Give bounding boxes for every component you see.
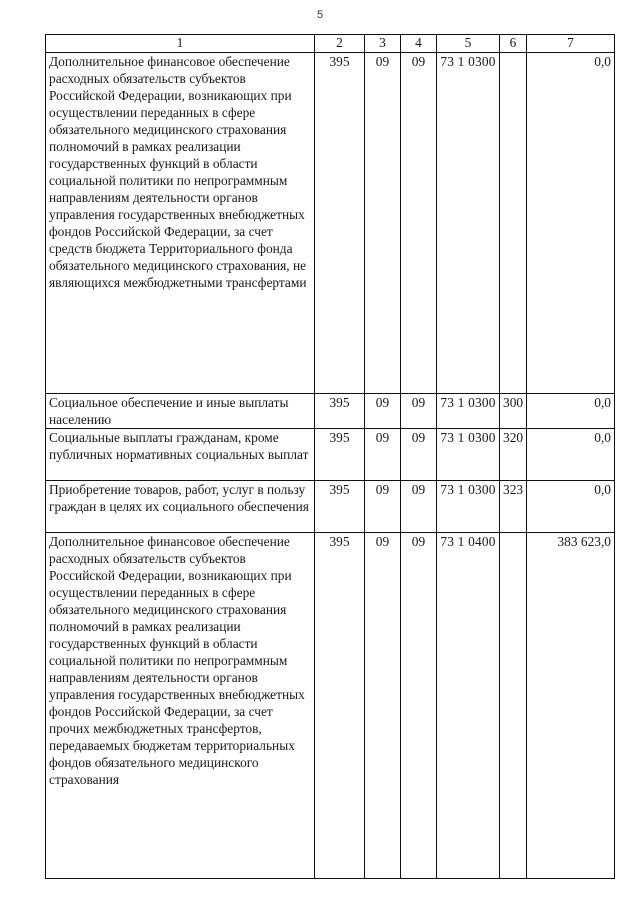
row-admin-code: 395 bbox=[315, 53, 365, 394]
row-expense-type bbox=[500, 533, 527, 879]
header-col-1: 1 bbox=[46, 35, 315, 53]
row-section: 09 bbox=[365, 53, 401, 394]
row-section: 09 bbox=[365, 481, 401, 533]
row-target-article: 73 1 0300 bbox=[437, 429, 500, 481]
row-subsection: 09 bbox=[401, 533, 437, 879]
table-row bbox=[46, 53, 615, 394]
row-section: 09 bbox=[365, 394, 401, 429]
table-row bbox=[46, 429, 615, 481]
row-description: Социальные выплаты гражданам, кроме публичных нормативных социальных выплат bbox=[46, 429, 315, 481]
page-number: 5 bbox=[316, 9, 324, 21]
row-expense-type: 323 bbox=[500, 481, 527, 533]
row-amount: 383 623,0 bbox=[527, 533, 615, 879]
row-description: Социальное обеспечение и иные выплаты населению bbox=[46, 394, 315, 429]
table-row bbox=[46, 481, 615, 533]
row-section: 09 bbox=[365, 533, 401, 879]
row-amount: 0,0 bbox=[527, 53, 615, 394]
row-expense-type bbox=[500, 53, 527, 394]
table-row bbox=[46, 533, 615, 879]
row-subsection: 09 bbox=[401, 394, 437, 429]
row-subsection: 09 bbox=[401, 53, 437, 394]
header-col-4: 4 bbox=[401, 35, 437, 53]
header-col-5: 5 bbox=[437, 35, 500, 53]
row-amount: 0,0 bbox=[527, 394, 615, 429]
row-subsection: 09 bbox=[401, 429, 437, 481]
row-admin-code: 395 bbox=[315, 429, 365, 481]
row-target-article: 73 1 0300 bbox=[437, 481, 500, 533]
row-admin-code: 395 bbox=[315, 394, 365, 429]
row-expense-type: 300 bbox=[500, 394, 527, 429]
row-amount: 0,0 bbox=[527, 481, 615, 533]
row-amount: 0,0 bbox=[527, 429, 615, 481]
header-col-7: 7 bbox=[527, 35, 615, 53]
row-expense-type: 320 bbox=[500, 429, 527, 481]
row-target-article: 73 1 0300 bbox=[437, 394, 500, 429]
header-col-2: 2 bbox=[315, 35, 365, 53]
row-target-article: 73 1 0400 bbox=[437, 533, 500, 879]
row-description: Дополнительное финансовое обеспечение расходных обязательств субъектов Российской Федерации, возникающих при осуществлении переданных в сфере обязательного медицинского страхования полномочий в рамках реализации государственных функций в области социальной политики по непрограммным направлениям деятельности органов управления государственных внебюджетных фондов Российской Федерации, за счет прочих межбюджетных трансфертов, передаваемых бюджетам территориальных фондов обязательного медицинского страхования bbox=[46, 533, 315, 879]
row-description: Приобретение товаров, работ, услуг в пользу граждан в целях их социального обеспечения bbox=[46, 481, 315, 533]
row-target-article: 73 1 0300 bbox=[437, 53, 500, 394]
row-admin-code: 395 bbox=[315, 481, 365, 533]
header-col-3: 3 bbox=[365, 35, 401, 53]
header-col-6: 6 bbox=[500, 35, 527, 53]
row-description: Дополнительное финансовое обеспечение расходных обязательств субъектов Российской Федерации, возникающих при осуществлении переданных в сфере обязательного медицинского страхования полномочий в рамках реализации государственных функций в области социальной политики по непрограммным направлениям деятельности органов управления государственных внебюджетных фондов Российской Федерации, за счет средств бюджета Территориального фонда обязательного медицинского страхования, не являющихся межбюджетными трансфертами bbox=[46, 53, 315, 394]
row-section: 09 bbox=[365, 429, 401, 481]
budget-table bbox=[45, 34, 615, 879]
row-admin-code: 395 bbox=[315, 533, 365, 879]
table-row bbox=[46, 394, 615, 429]
table-header-row bbox=[46, 35, 615, 53]
row-subsection: 09 bbox=[401, 481, 437, 533]
